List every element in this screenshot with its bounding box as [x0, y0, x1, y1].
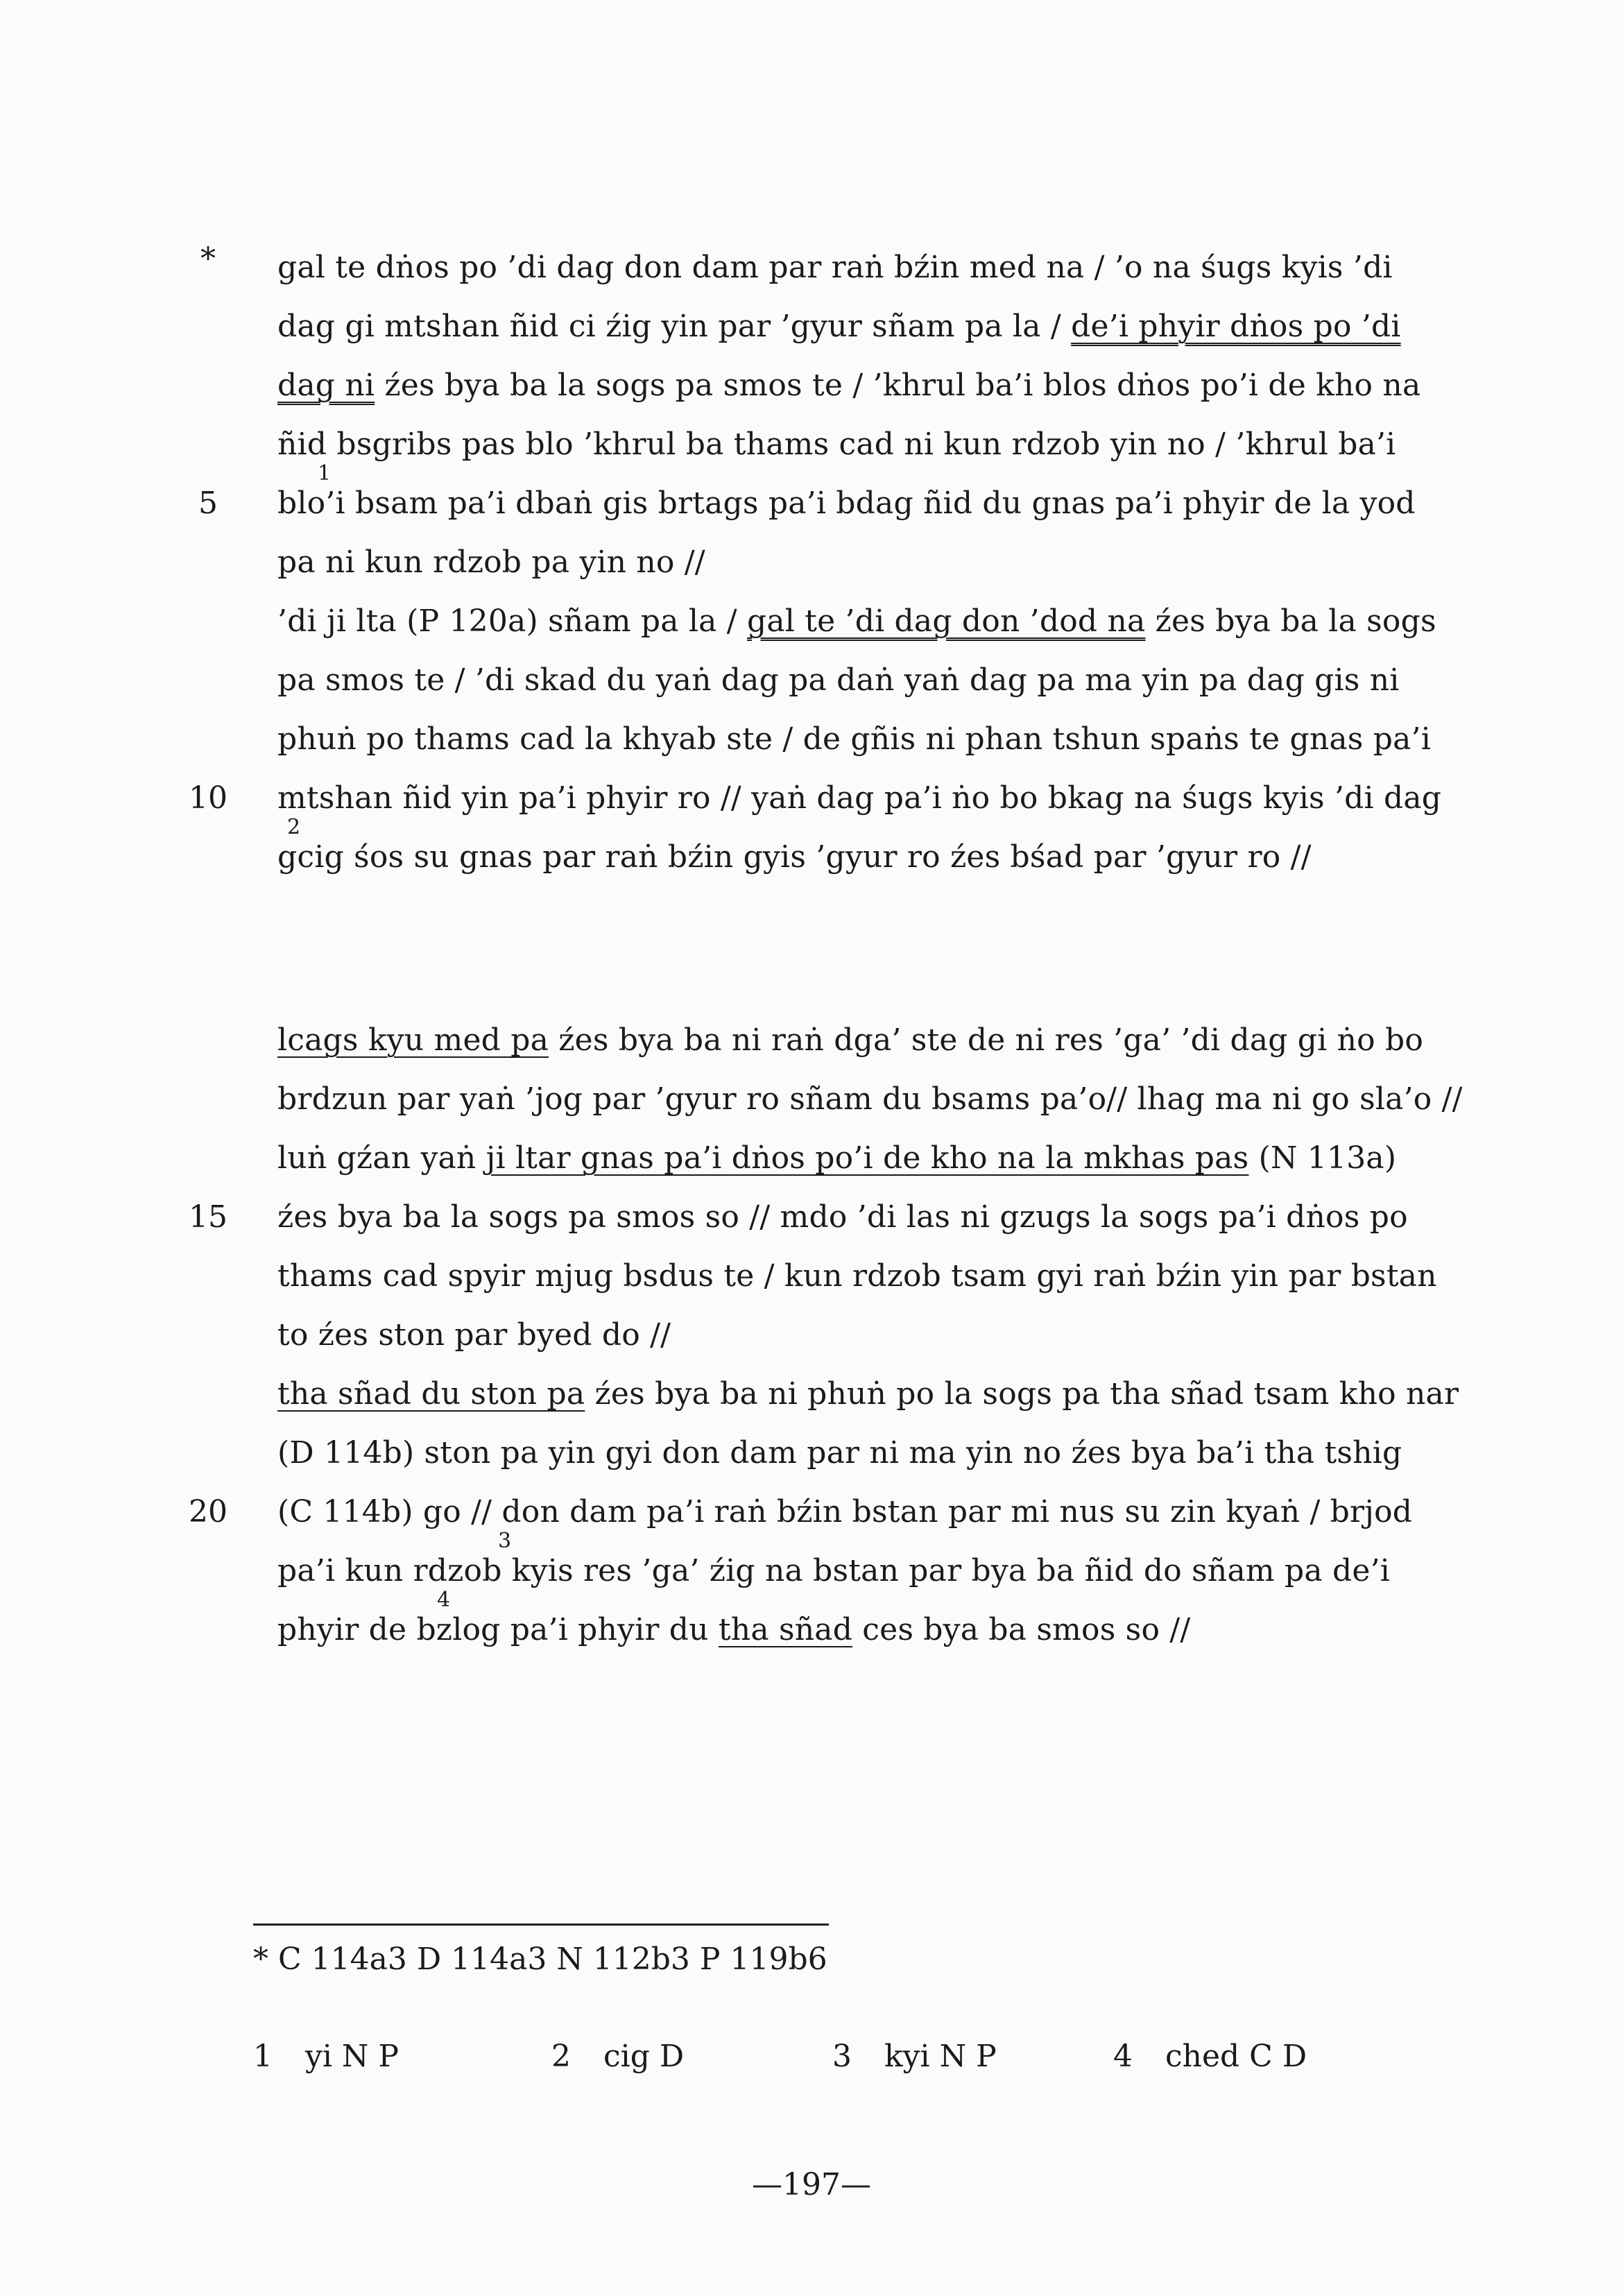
text-line: dag gi mtshan ñid ci źig yin par ’gyur sñam pa la / de’i phyir dṅos po ’di: [277, 309, 1401, 344]
text-line: gal te dṅos po ’di dag don dam par raṅ bźin med na / ’o na śugs kyis ’di: [277, 250, 1393, 285]
line-number: 20: [189, 1494, 227, 1530]
text-line: źes bya ba la sogs pa smos so // mdo ’di las ni gzugs la sogs pa’i dṅos po: [277, 1199, 1408, 1235]
text-line: luṅ gźan yaṅ ji ltar gnas pa’i dṅos po’i de kho na la mkhas pas (N 113a): [277, 1140, 1397, 1176]
text-line: lcags kyu med pa źes bya ba ni raṅ dga’ ste de ni res ’ga’ ’di dag gi ṅo bo: [277, 1022, 1424, 1058]
variant-note: 1 yi N P: [253, 2039, 400, 2074]
text-line: blo’i bsam pa’i dbaṅ gis brtags pa’i bdag ñid du gnas pa’i phyir de la yod: [277, 486, 1416, 521]
variant-note: 3 kyi N P: [832, 2039, 997, 2074]
page-number: —197—: [752, 2167, 871, 2202]
underlined-lemma: gal te ’di dag don ’dod na: [746, 603, 1146, 639]
text-line: dag ni źes bya ba la sogs pa smos te / ’khrul ba’i blos dṅos po’i de kho na: [277, 368, 1421, 403]
text-line: thams cad spyir mjug bsdus te / kun rdzob tsam gyi raṅ bźin yin par bstan: [277, 1258, 1437, 1294]
footnote-ref: 4: [437, 1588, 451, 1612]
text-line: pa’i kun rdzob kyis res ’ga’ źig na bstan par bya ba ñid do sñam pa de’i: [277, 1553, 1391, 1588]
line-number: 5: [198, 486, 218, 521]
variant-note: 2 cig D: [551, 2039, 685, 2074]
line-number: 15: [189, 1199, 227, 1235]
underlined-lemma: tha sñad du ston pa: [277, 1376, 585, 1412]
underlined-lemma: dag ni: [277, 368, 375, 403]
footnote-ref: 2: [287, 815, 301, 839]
underlined-lemma: lcags kyu med pa: [277, 1022, 549, 1058]
underlined-lemma: ji ltar gnas pa’i dṅos po’i de kho na la mkhas pas: [486, 1140, 1249, 1176]
text-line: tha sñad du ston pa źes bya ba ni phuṅ po la sogs pa tha sñad tsam kho nar: [277, 1376, 1459, 1412]
text-line: pa smos te / ’di skad du yaṅ dag pa daṅ yaṅ dag pa ma yin pa dag gis ni: [277, 662, 1400, 698]
footnote-rule: [253, 1924, 829, 1926]
text-line: ’di ji lta (P 120a) sñam pa la / gal te ’di dag don ’dod na źes bya ba la sogs: [277, 603, 1436, 639]
text-line: phuṅ po thams cad la khyab ste / de gñis ni phan tshun spaṅs te gnas pa’i: [277, 721, 1432, 757]
text-line: (D 114b) ston pa yin gyi don dam par ni ma yin no źes bya ba’i tha tshig: [277, 1435, 1402, 1471]
line-number: 10: [189, 780, 227, 816]
footnote-sigla: * C 114a3 D 114a3 N 112b3 P 119b6: [253, 1942, 827, 1977]
text-line: pa ni kun rdzob pa yin no //: [277, 545, 705, 580]
text-line: mtshan ñid yin pa’i phyir ro // yaṅ dag pa’i ṅo bo bkag na śugs kyis ’di dag: [277, 780, 1442, 816]
text-line: (C 114b) go // don dam pa’i raṅ bźin bstan par mi nus su zin kyaṅ / brjod: [277, 1494, 1413, 1530]
text-line: phyir de bzlog pa’i phyir du tha sñad ces bya ba smos so //: [277, 1612, 1191, 1647]
text-line: to źes ston par byed do //: [277, 1317, 671, 1353]
footnote-ref: 3: [498, 1529, 512, 1553]
text-line: ñid bsgribs pas blo ’khrul ba thams cad ni kun rdzob yin no / ’khrul ba’i: [277, 427, 1396, 462]
text-line: brdzun par yaṅ ’jog par ’gyur ro sñam du bsams pa’o// lhag ma ni go sla’o //: [277, 1081, 1463, 1117]
underlined-lemma: de’i phyir dṅos po ’di: [1071, 309, 1401, 344]
asterisk-marker: *: [200, 241, 216, 277]
footnote-ref: 1: [318, 461, 332, 486]
underlined-lemma: tha sñad: [718, 1612, 853, 1647]
variant-note: 4 ched C D: [1113, 2039, 1307, 2074]
text-line: gcig śos su gnas par raṅ bźin gyis ’gyur ro źes bśad par ’gyur ro //: [277, 839, 1312, 875]
